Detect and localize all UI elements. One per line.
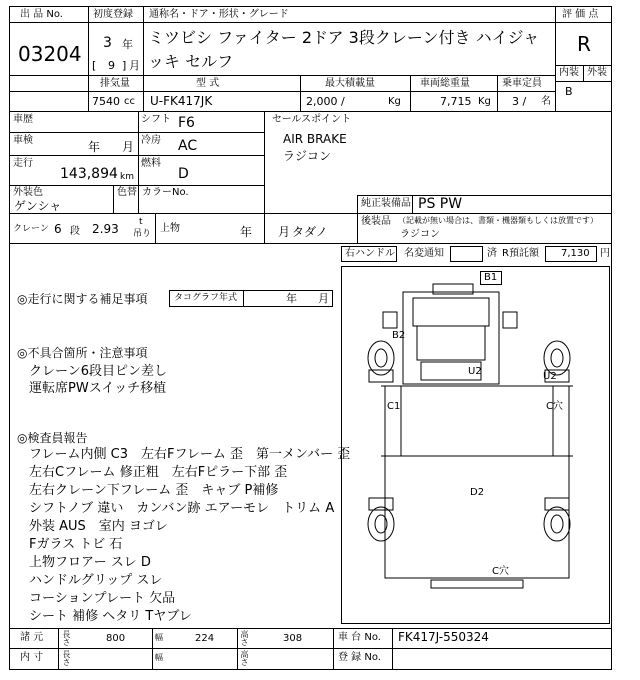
inner-height-label: 高さ: [240, 650, 249, 666]
crane-ton-unit-top: t: [139, 217, 143, 227]
crane-stage: 6: [54, 222, 62, 236]
diagram-label-c-hole-rear: C穴: [492, 566, 509, 577]
mileage-label: 走行: [13, 158, 33, 169]
diagram-label-u2-center: U2: [468, 366, 482, 377]
displacement-value: 7540: [92, 95, 120, 108]
report-line-8: ハンドルグリップ スレ: [29, 573, 163, 588]
grade-label: 評 価 点: [562, 9, 599, 20]
driving-notes-title: ◎走行に関する補足事項: [17, 292, 148, 306]
bed-year-unit: 年: [240, 225, 253, 239]
inner-width-label: 幅: [155, 653, 163, 662]
gross-weight-label: 車両総重量: [420, 78, 470, 89]
report-line-1: フレーム内側 C3 左右Fフレーム 歪 第一メンバー 歪: [29, 447, 351, 462]
inspection-label: 車検: [13, 135, 33, 146]
aftermarket-value: ラジコン: [400, 229, 440, 240]
length-value: 800: [106, 633, 126, 644]
report-line-9: コーションプレート 欠品: [29, 591, 176, 606]
first-reg-year: 3: [103, 35, 112, 51]
report-line-6: Fガラス トビ 石: [29, 537, 123, 552]
max-load-value: 2,000 /: [306, 95, 345, 108]
shift-value: F6: [178, 115, 195, 131]
report-line-2: 左右Cフレーム 修正粗 左右Fピラー下部 歪: [29, 465, 288, 480]
tacho-month-unit: 月: [318, 292, 329, 305]
length-label: 長さ: [62, 630, 71, 646]
name-change-label: 名変通知: [404, 248, 444, 259]
crane-stage-unit: 段: [70, 226, 80, 237]
first-reg-month-bracket-close: ]: [122, 59, 127, 72]
tacho-year-unit: 年: [286, 292, 297, 305]
shift-label: シフト: [141, 114, 171, 125]
displacement-unit: cc: [124, 96, 135, 107]
report-line-10: シート 補修 ヘタリ Tヤブレ: [29, 609, 192, 624]
dimensions-label: 諸 元: [20, 632, 44, 643]
recycle-mark: 済: [487, 248, 497, 259]
first-reg-month: 9: [108, 59, 115, 72]
inner-dimensions-label: 内 寸: [20, 652, 44, 663]
capacity-unit: 名: [541, 96, 551, 107]
name-label: 通称名・ドア・形状・グレード: [149, 9, 289, 20]
diagram-label-c1: C1: [387, 401, 401, 412]
inner-length-label: 長さ: [62, 650, 71, 666]
defect-notes-title: ◎不具合箇所・注意事項: [17, 346, 148, 360]
report-line-4: シフトノブ 違い カンバン跡 エアーモレ トリム A: [29, 501, 335, 516]
fuel-label: 燃料: [141, 158, 161, 169]
truck-outline-diagram: [341, 266, 610, 624]
diagram-label-b1: B1: [484, 272, 498, 283]
model-label: 型 式: [196, 78, 220, 89]
fuel-value: D: [178, 166, 189, 182]
inspection-year-unit: 年: [88, 140, 101, 154]
diagram-label-b2: B2: [392, 330, 406, 341]
history-label: 車歴: [13, 114, 33, 125]
defect-line-2: 運転席PWスイッチ移植: [29, 381, 167, 396]
height-value: 308: [283, 633, 303, 644]
registration-label: 登 録 No.: [338, 652, 381, 663]
first-reg-label: 初度登録: [93, 9, 133, 20]
ac-label: 冷房: [141, 135, 161, 146]
exterior-label: 外装: [587, 67, 607, 78]
r-deposit-value: 7,130: [561, 248, 590, 259]
ac-value: AC: [178, 138, 198, 154]
lot-label: 出 品 No.: [20, 9, 63, 20]
first-reg-year-unit: 年: [122, 38, 133, 51]
r-deposit-label: R預託額: [502, 248, 539, 259]
r-deposit-unit: 円: [600, 248, 610, 259]
color-change-label: 色替: [117, 187, 137, 198]
diagram-label-u2-right: U2: [543, 371, 557, 382]
inspection-month-unit: 月: [122, 140, 135, 154]
color-value: ゲンシャ: [14, 199, 62, 213]
crane-ton-unit-bottom: 吊り: [133, 229, 152, 239]
mileage-unit: km: [120, 172, 134, 182]
mileage-value: 143,894: [60, 166, 118, 182]
diagram-label-d2: D2: [470, 487, 485, 498]
report-line-7: 上物フロアー スレ D: [29, 555, 151, 570]
chassis-number: FK417J-550324: [398, 630, 489, 644]
sales-point-1: AIR BRAKE: [283, 132, 347, 146]
bed-label: 上物: [160, 223, 180, 234]
lot-number: 03204: [18, 42, 82, 66]
height-label: 高さ: [240, 630, 249, 646]
diagram-label-c-hole-right: C穴: [546, 401, 563, 412]
chassis-label: 車 台 No.: [338, 632, 381, 643]
inspector-report-title: ◎検査員報告: [17, 431, 88, 445]
crane-ton: 2.93: [92, 222, 119, 236]
first-reg-month-bracket: [: [92, 59, 97, 72]
genuine-equipment-value: PS PW: [418, 196, 463, 212]
report-line-3: 左右クレーン下フレーム 歪 キャブ P補修: [29, 483, 279, 498]
aftermarket-label: 後装品: [361, 216, 391, 227]
sales-point-2: ラジコン: [283, 149, 332, 163]
bed-maker: タダノ: [292, 225, 328, 239]
first-reg-month-unit: 月: [129, 59, 140, 72]
width-value: 224: [195, 633, 215, 644]
crane-label: クレーン: [13, 224, 49, 234]
grade-value: R: [577, 32, 591, 56]
width-label: 幅: [155, 633, 163, 642]
name-change-box: [450, 246, 483, 262]
capacity-label: 乗車定員: [502, 78, 542, 89]
tacho-label: タコグラフ年式: [174, 293, 238, 303]
color-number-label: カラーNo.: [142, 187, 189, 198]
vehicle-name-line2: ッキ セルフ: [148, 52, 234, 71]
steering-value: 右ハンドル: [345, 248, 395, 259]
displacement-label: 排気量: [100, 78, 130, 89]
gross-weight-value: 7,715: [440, 95, 472, 108]
max-load-unit: Kg: [388, 96, 401, 107]
defect-line-1: クレーン6段目ピン差し: [29, 364, 168, 379]
report-line-5: 外装 AUS 室内 ヨゴレ: [29, 519, 168, 534]
gross-weight-unit: Kg: [478, 96, 491, 107]
interior-grade: B: [565, 85, 573, 98]
sales-points-label: セールスポイント: [272, 114, 352, 125]
capacity-value: 3 /: [512, 95, 527, 108]
model-value: U-FK417JK: [150, 94, 213, 108]
genuine-equipment-label: 純正装備品: [361, 198, 411, 209]
max-load-label: 最大積載量: [325, 78, 375, 89]
bed-month-unit: 月: [278, 225, 291, 239]
interior-label: 内装: [559, 67, 579, 78]
vehicle-name-line1: ミツビシ ファイター 2ドア 3段クレーン付き ハイジャ: [148, 28, 540, 47]
aftermarket-note: （記載が無い場合は、書類・機器類もしくは放置です）: [398, 216, 598, 225]
color-label: 外装色: [13, 187, 43, 198]
